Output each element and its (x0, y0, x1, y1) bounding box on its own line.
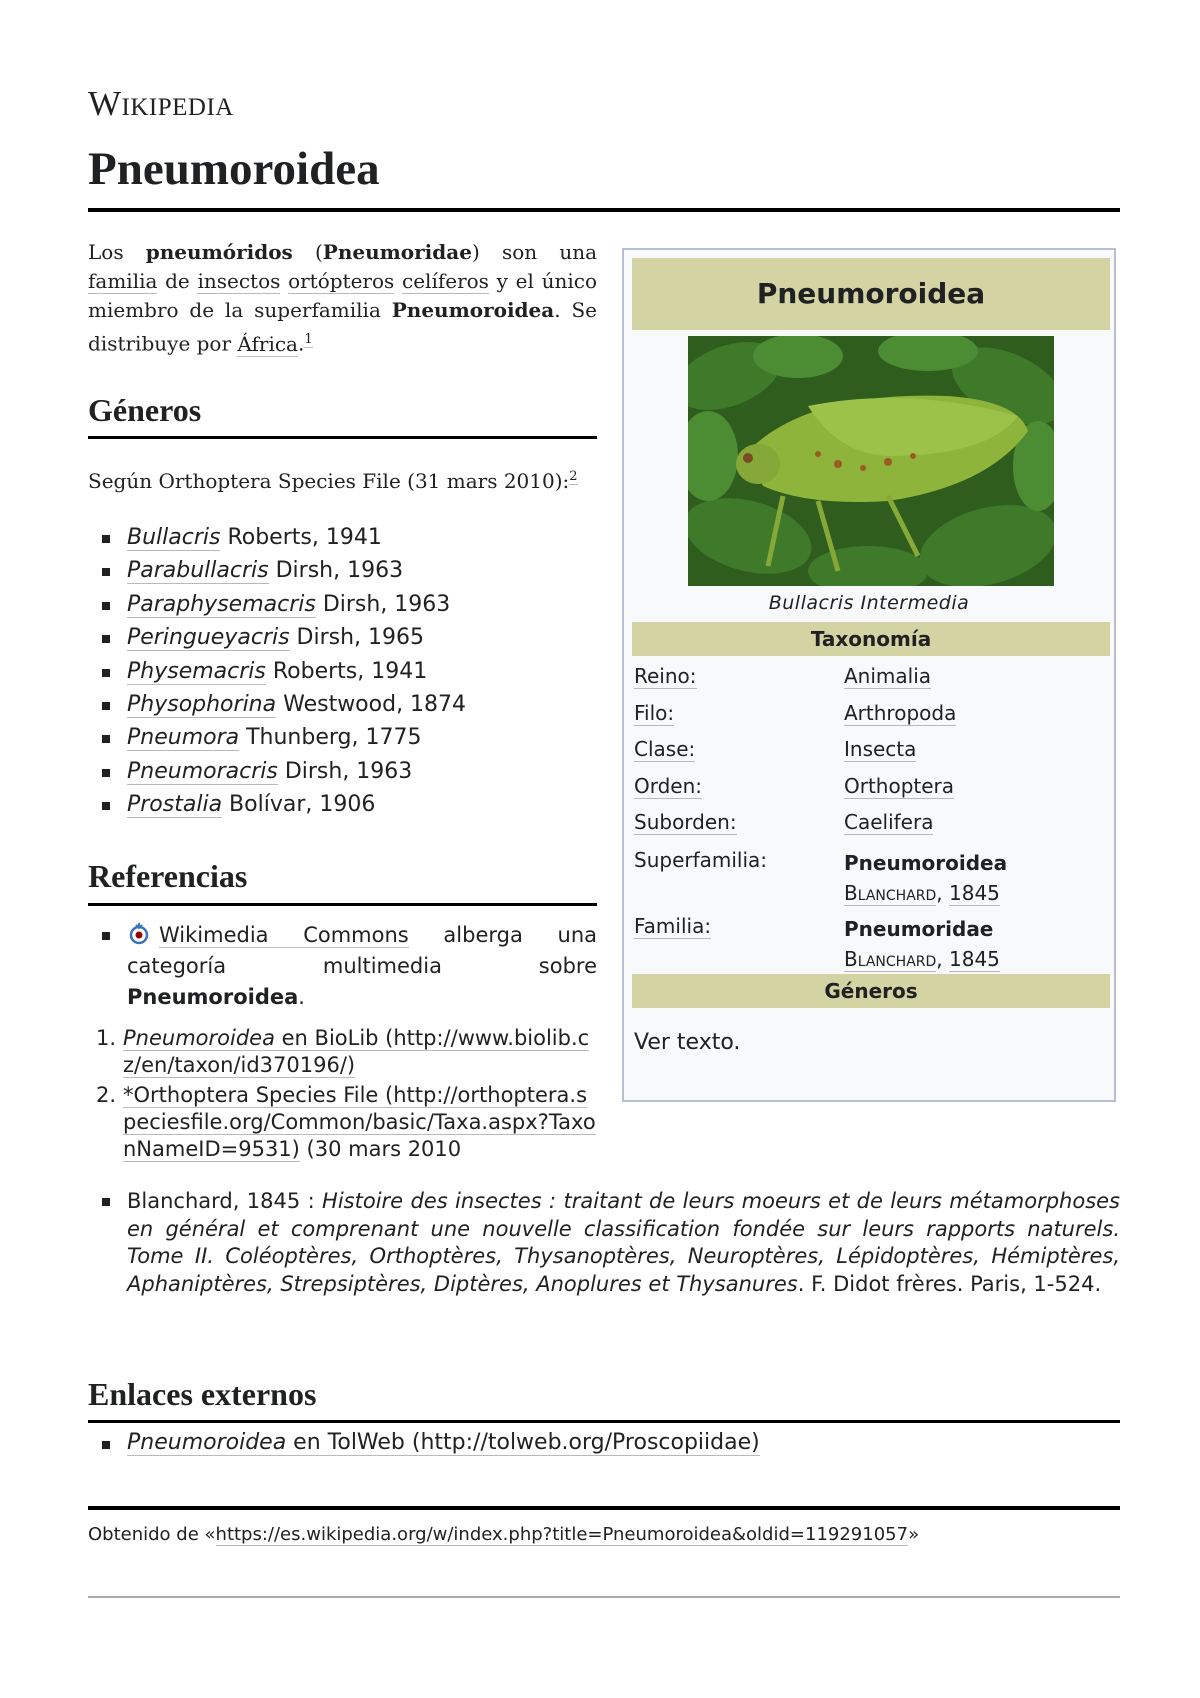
permalink[interactable]: https://es.wikipedia.org/w/index.php?title=Pneumoroidea&oldid=119291057 (215, 1524, 909, 1545)
logo-text: Wikipedia (88, 84, 234, 123)
author-link-familia[interactable]: Blanchard (844, 947, 937, 971)
rank-label[interactable]: Filo: (634, 700, 675, 725)
references-list (96, 1025, 596, 1166)
genus-item: Paraphysemacris Dirsh, 1963 (100, 588, 466, 621)
referencias-rule (88, 903, 597, 906)
genus-link[interactable]: Bullacris (127, 525, 221, 550)
ver-texto: Ver texto. (634, 1030, 741, 1055)
genus-item: Pneumoracris Dirsh, 1963 (100, 755, 466, 788)
retrieved-from: Obtenido de «https://es.wikipedia.org/w/index.php?title=Pneumoroidea&oldid=119291057» (88, 1524, 920, 1545)
enlaces-rule (88, 1420, 1120, 1423)
rank-label[interactable]: Clase: (634, 737, 696, 761)
bottom-rule (88, 1596, 1120, 1598)
reference-item: 1. Pneumoroidea en BioLib (http://www.biolib.cz/en/taxon/id370196/) (96, 1026, 590, 1077)
ref-1-link[interactable]: Pneumoroidea en BioLib (http://www.biolib.cz/en/taxon/id370196/) (123, 1026, 590, 1077)
genus-link[interactable]: Physemacris (127, 658, 266, 684)
rank-label[interactable]: Reino: (634, 664, 697, 688)
genus-item: Parabullacris Dirsh, 1963 (100, 554, 466, 587)
blanchard-reference: Blanchard, 1845 : Histoire des insectes : traitant de leurs moeurs et de leurs métamorphoses en général et comprenant une nouvelle classification fondée sur leurs rapports naturels. Tome II. Coléoptères, Orthoptères, Thysanoptères, Neuroptères, Lépidoptères, Hémiptères, Aphaniptères, Strepsiptères, Diptères, Anoplures et Thysanures. F. Didot frères. Paris, 1-524. (100, 1188, 1120, 1298)
genus-item: Bullacris Roberts, 1941 (100, 521, 466, 554)
genus-link[interactable]: Pneumoracris (127, 758, 278, 784)
genus-link[interactable]: Parabullacris (127, 558, 269, 584)
taxon-link[interactable]: Orthoptera (844, 773, 955, 798)
genus-link[interactable]: Pneumora (127, 725, 240, 751)
specimen-image[interactable] (688, 336, 1054, 586)
genus-item: Physophorina Westwood, 1874 (100, 688, 466, 721)
genus-item: Peringueyacris Dirsh, 1965 (100, 621, 466, 654)
genus-link[interactable]: Paraphysemacris (127, 591, 316, 617)
year-link-superfamilia[interactable]: 1845 (949, 881, 1000, 905)
wikipedia-logo[interactable] (88, 84, 234, 124)
page-title: Pneumoroidea (88, 143, 380, 195)
tolweb-link[interactable]: Pneumoroidea en TolWeb (http://tolweb.org/Proscopiidae) (127, 1430, 760, 1455)
genus-link[interactable]: Peringueyacris (127, 625, 290, 651)
link-celiferos[interactable]: celíferos (402, 269, 489, 293)
year-link-familia[interactable]: 1845 (949, 947, 1000, 971)
genus-item: Prostalia Bolívar, 1906 (100, 788, 466, 821)
ref-2-link[interactable]: *Orthoptera Species File (http://orthoptera.speciesfile.org/Common/basic/Taxa.aspx?TaxonNameID=9531) (123, 1083, 596, 1161)
external-link-item (100, 1430, 760, 1455)
link-africa[interactable]: África (237, 331, 298, 356)
taxobox (622, 248, 1116, 1102)
rank-label[interactable]: Orden: (634, 773, 703, 798)
author-link-superfamilia[interactable]: Blanchard (844, 881, 937, 905)
familia-label[interactable]: Familia: (634, 914, 712, 938)
infobox-title: Pneumoroidea (632, 258, 1110, 330)
superfamilia-label[interactable]: Superfamilia: (634, 848, 768, 872)
section-heading-generos: Géneros (88, 392, 202, 428)
taxonomy-header: Taxonomía (632, 622, 1110, 656)
taxon-link[interactable]: Animalia (844, 664, 932, 688)
row-superfamilia: Superfamilia: Pneumoroidea Blanchard, 1845 (634, 848, 1008, 905)
link-insectos[interactable]: insectos (197, 269, 281, 293)
genus-item: Physemacris Roberts, 1941 (100, 655, 466, 688)
link-familia[interactable]: familia (88, 269, 158, 293)
ref-link-2[interactable]: 2 (569, 469, 578, 485)
generos-header: Géneros (632, 974, 1110, 1008)
rank-label[interactable]: Suborden: (634, 810, 737, 834)
lead-paragraph: Los pneumóridos (Pneumoridae) son una familia de insectos ortópteros celíferos y el único miembro de la superfamilia Pneumoroidea. Se distribuye por África.$^1$ (88, 240, 597, 356)
image-caption: Bullacris Intermedia (768, 592, 970, 614)
row-familia: Familia: Pneumoridae Blanchard, 1845 (634, 914, 1000, 971)
section-heading-referencias: Referencias (88, 858, 248, 894)
footer-rule (88, 1506, 1120, 1510)
commons-icon (127, 922, 151, 946)
genus-link[interactable]: Prostalia (127, 792, 223, 818)
commons-item: Wikimedia Commons alberga una categoría multimedia sobre Pneumoroidea. (100, 920, 597, 1013)
ref-link-1[interactable]: 1 (304, 332, 313, 347)
genera-list (100, 521, 466, 822)
genus-link[interactable]: Physophorina (127, 691, 277, 717)
generos-rule (88, 436, 597, 439)
reference-item: 2. *Orthoptera Species File (http://orthoptera.speciesfile.org/Common/basic/Taxa.aspx?TaxonNameID=9531) (30 mars 2010 (96, 1083, 596, 1161)
section-heading-enlaces: Enlaces externos (88, 1376, 317, 1412)
taxon-link[interactable]: Insecta (844, 737, 917, 761)
taxon-link[interactable]: Caelifera (844, 810, 934, 834)
taxon-link[interactable]: Arthropoda (844, 700, 957, 725)
title-rule (88, 208, 1120, 212)
generos-intro: Según Orthoptera Species File (31 mars 2010):$^2$ (88, 469, 578, 493)
commons-link[interactable]: Wikimedia Commons (159, 923, 409, 947)
link-ortopteros[interactable]: ortópteros (288, 269, 395, 293)
genus-item: Pneumora Thunberg, 1775 (100, 721, 466, 754)
